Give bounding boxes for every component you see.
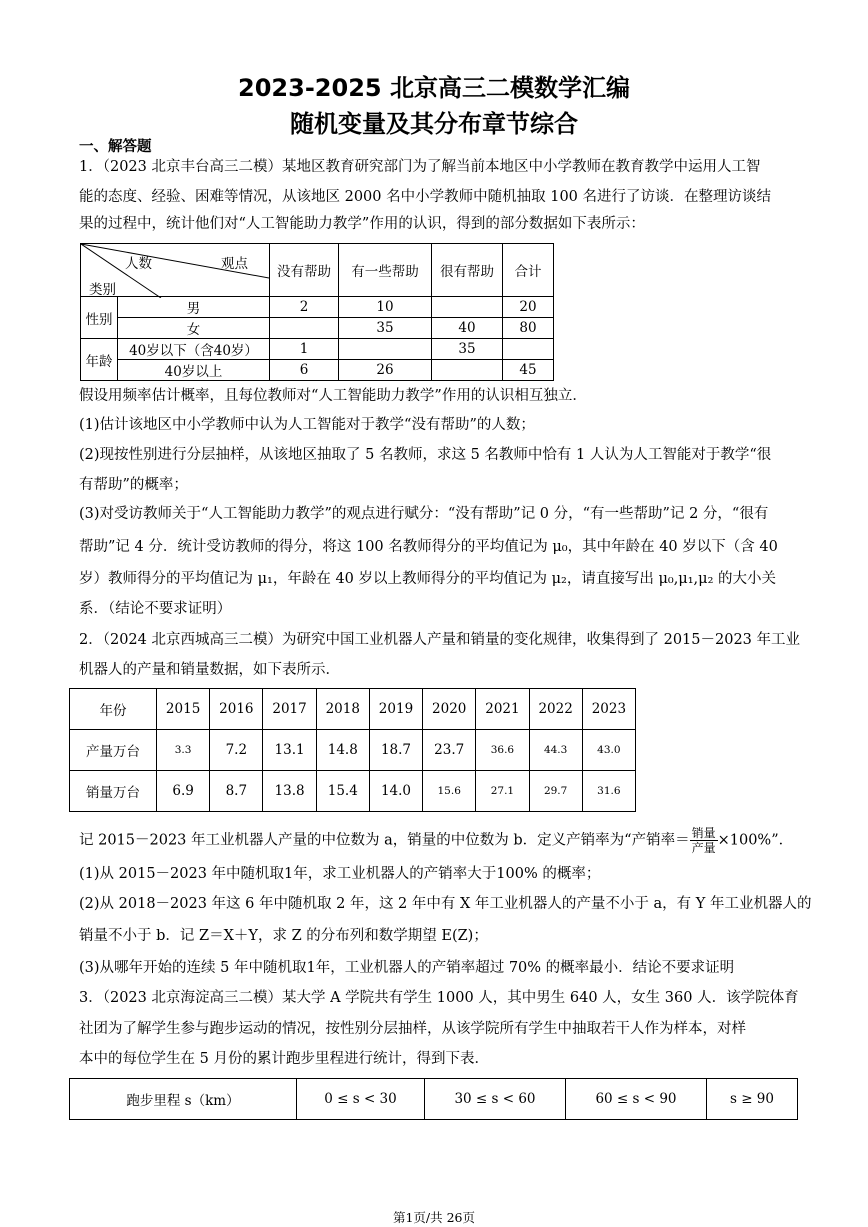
table-cell: 2: [270, 297, 339, 318]
q3-table: [69, 1078, 798, 1120]
q2-definition-tail: ×100%”．: [717, 832, 794, 849]
q1-part3-line1: (3)对受访教师关于“人工智能助力教学”的观点进行赋分：“没有帮助”记 0 分，“有一些帮助”记 2 分，“很有: [79, 506, 769, 522]
table-cell: 40岁以下（含40岁）: [118, 339, 270, 360]
q3-range-2: 30 ≤ s < 60: [425, 1079, 566, 1120]
q1-header-none: 没有帮助: [270, 244, 339, 297]
fraction-numerator: 销量: [691, 826, 716, 840]
q1-line2: 能的态度、经验、困难等情况，从该地区 2000 名中小学教师中随机抽取 100 名进行了访谈．在整理访谈结: [79, 189, 772, 205]
q2-table: [69, 688, 636, 812]
table-cell: 45: [503, 360, 554, 381]
production-cell: 18.7: [369, 730, 422, 771]
q2-line1: 2．（2024 北京西城高三二模）为研究中国工业机器人产量和销量的变化规律，收集得到了 2015－2023 年工业: [79, 632, 801, 648]
table-cell: 35: [432, 339, 503, 360]
table-cell: 6: [270, 360, 339, 381]
sales-cell: 15.6: [423, 771, 476, 812]
q2-part2-line1: (2)从 2018－2023 年这 6 年中随机取 2 年，这 2 年中有 X 年工业机器人的产量不小于 a，有 Y 年工业机器人的: [79, 896, 812, 912]
diag-label-bottom: 类别: [89, 282, 116, 298]
table-cell: [339, 339, 432, 360]
q2-sales-label: 销量万台: [70, 771, 157, 812]
q2-production-label: 产量万台: [70, 730, 157, 771]
production-cell: 14.8: [316, 730, 369, 771]
diag-label-right: 观点: [221, 256, 248, 272]
production-cell: 44.3: [529, 730, 582, 771]
table-cell: 20: [503, 297, 554, 318]
production-cell: 43.0: [582, 730, 635, 771]
q2-sales-row: [70, 771, 636, 812]
production-cell: 7.2: [210, 730, 263, 771]
q1-part2-line2: 有帮助”的概率；: [79, 477, 188, 493]
table-cell: 1: [270, 339, 339, 360]
q1-line1: 1．（2023 北京丰台高三二模）某地区教育研究部门为了解当前本地区中小学教师在教育教学中运用人工智: [79, 159, 761, 175]
q1-header-very: 很有帮助: [432, 244, 503, 297]
diag-label-top: 人数: [125, 256, 152, 272]
q2-production-row: [70, 730, 636, 771]
table-cell: 女: [118, 318, 270, 339]
q3-range-3: 60 ≤ s < 90: [566, 1079, 707, 1120]
q1-table: [80, 243, 554, 381]
q2-part1: (1)从 2015－2023 年中随机取1年，求工业机器人的产销率大于100% 的概率；: [79, 866, 601, 882]
table-cell: [432, 297, 503, 318]
year-cell: 2017: [263, 689, 316, 730]
q1-table-diagonal-header: [81, 244, 270, 297]
year-cell: 2022: [529, 689, 582, 730]
year-cell: 2023: [582, 689, 635, 730]
q1-header-some: 有一些帮助: [339, 244, 432, 297]
production-cell: 36.6: [476, 730, 529, 771]
table-cell: [432, 360, 503, 381]
q1-part3-line4: 系．（结论不要求证明）: [79, 601, 232, 617]
table-cell: 40岁以上: [118, 360, 270, 381]
production-cell: 23.7: [423, 730, 476, 771]
q1-group-gender: 性别: [81, 297, 118, 339]
table-cell: 10: [339, 297, 432, 318]
year-cell: 2016: [210, 689, 263, 730]
q3-range-4: s ≥ 90: [707, 1079, 798, 1120]
ratio-fraction: [690, 826, 718, 855]
table-cell: 35: [339, 318, 432, 339]
q3-line3: 本中的每位学生在 5 月份的累计跑步里程进行统计，得到下表．: [79, 1051, 489, 1067]
q1-part2-line1: (2)现按性别进行分层抽样，从该地区抽取了 5 名教师，求这 5 名教师中恰有 1 人认为人工智能对于教学“很: [79, 447, 772, 463]
year-cell: 2015: [157, 689, 210, 730]
year-cell: 2020: [423, 689, 476, 730]
q2-header-year: 年份: [70, 689, 157, 730]
q1-part3-line2: 帮助”记 4 分．统计受访教师的得分，将这 100 名教师得分的平均值记为 μ₀，其中年龄在 40 岁以下（含 40: [79, 539, 778, 555]
q1-line3: 果的过程中，统计他们对“人工智能助力教学”作用的认识，得到的部分数据如下表所示：: [79, 216, 645, 232]
q2-part3: (3)从哪年开始的连续 5 年中随机取1年，工业机器人的产销率超过 70% 的概率最小．结论不要求证明: [79, 960, 735, 976]
sales-cell: 13.8: [263, 771, 316, 812]
year-cell: 2018: [316, 689, 369, 730]
year-cell: 2019: [369, 689, 422, 730]
q1-group-age: 年龄: [81, 339, 118, 381]
sales-cell: 15.4: [316, 771, 369, 812]
table-cell: 26: [339, 360, 432, 381]
q1-assumption: 假设用频率估计概率，且每位教师对“人工智能助力教学”作用的认识相互独立．: [79, 388, 587, 404]
table-cell: [270, 318, 339, 339]
sales-cell: 8.7: [210, 771, 263, 812]
production-cell: 3.3: [157, 730, 210, 771]
year-cell: 2021: [476, 689, 529, 730]
q1-header-total: 合计: [503, 244, 554, 297]
sales-cell: 14.0: [369, 771, 422, 812]
q1-part3-line3: 岁）教师得分的平均值记为 μ₁，年龄在 40 岁以上教师得分的平均值记为 μ₂，请直接写出 μ₀,μ₁,μ₂ 的大小关: [79, 571, 777, 587]
table-cell: 40: [432, 318, 503, 339]
q3-header-distance: 跑步里程 s（km）: [70, 1079, 297, 1120]
q2-part2-line2: 销量不小于 b．记 Z＝X＋Y，求 Z 的分布列和数学期望 E(Z)；: [79, 928, 488, 944]
q1-part1: (1)估计该地区中小学教师中认为人工智能对于教学“没有帮助”的人数；: [79, 417, 535, 433]
production-cell: 13.1: [263, 730, 316, 771]
sales-cell: 31.6: [582, 771, 635, 812]
sales-cell: 27.1: [476, 771, 529, 812]
page-footer: 第1页/共 26页: [392, 1210, 476, 1225]
q2-line2: 机器人的产量和销量数据，如下表所示．: [79, 662, 340, 678]
table-cell: 80: [503, 318, 554, 339]
q3-line2: 社团为了解学生参与跑步运动的情况，按性别分层抽样，从该学院所有学生中抽取若干人作为样本，对样: [79, 1021, 746, 1037]
section-heading: 一、解答题: [79, 139, 152, 155]
q3-range-1: 0 ≤ s < 30: [297, 1079, 425, 1120]
fraction-denominator: 产量: [691, 841, 716, 855]
table-cell: [503, 339, 554, 360]
sales-cell: 6.9: [157, 771, 210, 812]
q2-year-row: [70, 689, 636, 730]
table-cell: 男: [118, 297, 270, 318]
sales-cell: 29.7: [529, 771, 582, 812]
document-title-line2: 随机变量及其分布章节综合: [290, 110, 578, 138]
q2-definition-text: 记 2015－2023 年工业机器人产量的中位数为 a，销量的中位数为 b．定义产销率为“产销率＝: [79, 832, 690, 849]
q2-definition: [79, 826, 794, 855]
document-title-line1: 2023-2025 北京高三二模数学汇编: [238, 74, 630, 102]
q3-line1: 3．（2023 北京海淀高三二模）某大学 A 学院共有学生 1000 人，其中男生 640 人，女生 360 人．该学院体育: [79, 990, 799, 1006]
